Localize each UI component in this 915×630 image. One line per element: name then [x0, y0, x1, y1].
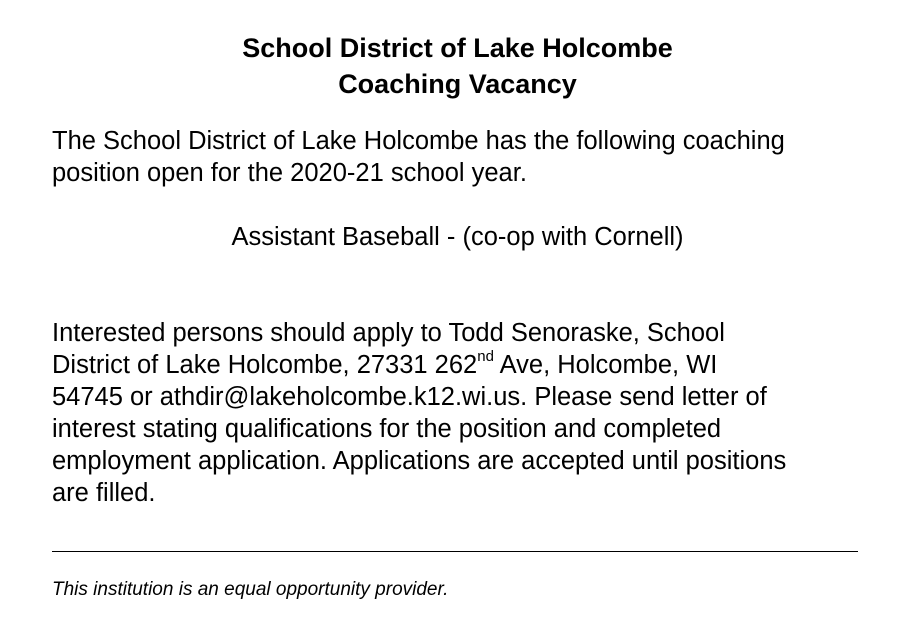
application-line: 54745 or athdir@lakeholcombe.k12.wi.us. Please send letter of: [52, 383, 767, 411]
application-line: interest stating qualifications for the position and completed: [52, 415, 722, 443]
equal-opportunity-statement: This institution is an equal opportunity provider.: [52, 579, 449, 600]
intro-paragraph: [52, 125, 872, 189]
intro-line: position open for the 2020-21 school year.: [52, 159, 527, 187]
application-line: are filled.: [52, 479, 156, 507]
application-line: Interested persons should apply to Todd Senoraske, School: [52, 319, 725, 347]
address-text: District of Lake Holcombe, 27331 262: [52, 351, 478, 379]
position-title: Assistant Baseball - (co-op with Cornell): [231, 223, 684, 251]
district-title: School District of Lake Holcombe: [242, 33, 673, 63]
address-text-end: Ave, Holcombe, WI: [493, 351, 718, 379]
ordinal-suffix: nd: [477, 347, 494, 365]
vacancy-title: Coaching Vacancy: [338, 69, 577, 99]
application-line: employment application. Applications are accepted until positions: [52, 447, 787, 475]
intro-line: The School District of Lake Holcombe has the following coaching: [52, 127, 785, 155]
application-line-address: [52, 349, 872, 381]
application-paragraph: [52, 317, 872, 509]
divider-line: [52, 551, 858, 552]
